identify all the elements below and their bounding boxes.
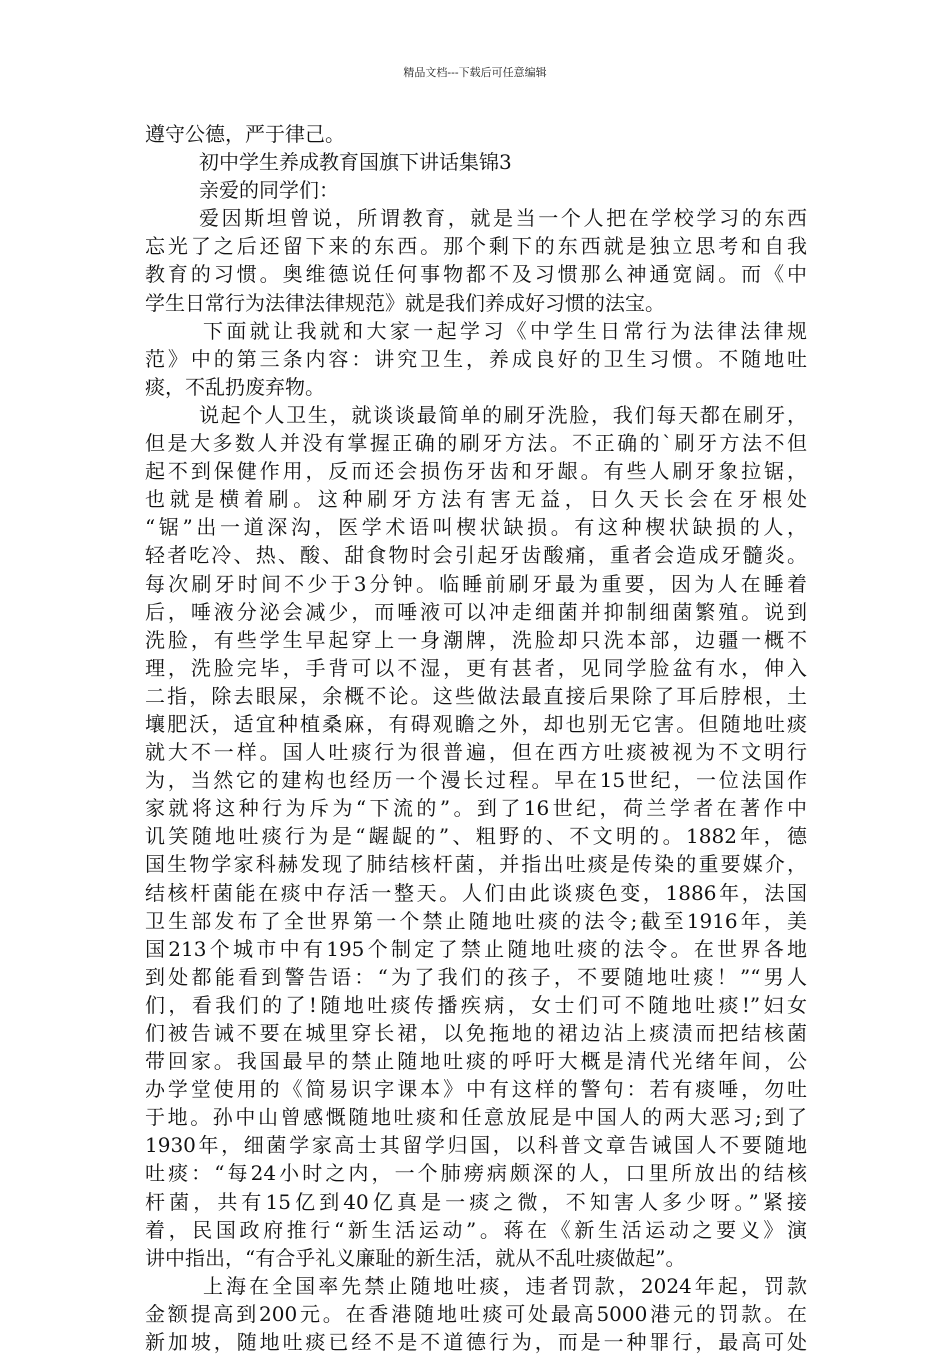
text-line: 带回家。我国最早的禁止随地吐痰的呼吁大概是清代光绪年间，公 [145,1049,807,1074]
text-line: 亲爱的同学们： [199,178,339,203]
text-line: 二指，除去眼屎，余概不论。这些做法最直接后果除了耳后脖根，土 [145,683,807,708]
text-line: 结核杆菌能在痰中存活一整天。人们由此谈痰色变，1886年，法国 [145,880,807,905]
text-line: 办学堂使用的《简易识字课本》中有这样的警句：若有痰唾，勿吐 [145,1077,807,1102]
text-line: 但是大多数人并没有掌握正确的刷牙方法。不正确的`刷牙方法不但 [145,431,807,456]
text-line: 洗脸，有些学生早起穿上一身潮牌，洗脸却只洗本部，边疆一概不 [145,627,807,652]
text-line: 金额提高到200元。在香港随地吐痰可处最高5000港元的罚款。在 [145,1301,807,1326]
text-line: 下面就让我就和大家一起学习《中学生日常行为法律法律规 [203,318,807,343]
text-line: 国213个城市中有195个制定了禁止随地吐痰的法令。在世界各地 [145,936,807,961]
text-line: 忘光了之后还留下来的东西。那个剩下的东西就是独立思考和自我 [145,234,807,259]
text-line: 教育的习惯。奥维德说任何事物都不及习惯那么神通宽阔。而《中 [145,262,807,287]
text-line: 卫生部发布了全世界第一个禁止随地吐痰的法令;截至1916年，美 [145,908,807,933]
text-line: 上海在全国率先禁止随地吐痰，违者罚款，2024年起，罚款 [203,1273,807,1298]
text-line: 壤肥沃，适宜种植桑麻，有碍观瞻之外，却也别无它害。但随地吐痰 [145,711,807,736]
text-line: 于地。孙中山曾感慨随地吐痰和任意放屁是中国人的两大恶习;到了 [145,1105,807,1130]
text-line: 每次刷牙时间不少于3分钟。临睡前刷牙最为重要，因为人在睡着 [145,571,807,596]
text-line: 起不到保健作用，反而还会损伤牙齿和牙龈。有些人刷牙象拉锯， [145,459,807,484]
text-line: 们被告诫不要在城里穿长裙，以免拖地的裙边沾上痰渍而把结核菌 [145,1021,807,1045]
text-line: 吐痰：“每24小时之内，一个肺痨病颇深的人，口里所放出的结核 [145,1161,807,1186]
text-line: 杆菌，共有15亿到40亿真是一痰之微，不知害人多少呀。”紧接 [145,1189,807,1214]
text-line: 到处都能看到警告语：“为了我们的孩子，不要随地吐痰！”“男人 [145,964,807,989]
text-line: 遵守公德，严于律己。 [145,122,345,146]
text-line: 讥笑随地吐痰行为是“龌龊的”、粗野的、不文明的。1882年，德 [145,824,807,849]
text-line: 们，看我们的了!随地吐痰传播疾病，女士们可不随地吐痰!”妇女 [145,992,807,1017]
text-line: 为，当然它的建构也经历一个漫长过程。早在15世纪，一位法国作 [145,768,807,793]
text-line: 理，洗脸完毕，手背可以不湿，更有甚者，见同学脸盆有水，伸入 [145,655,807,680]
text-line: 讲中指出，“有合乎礼义廉耻的新生活，就从不乱吐痰做起”。 [145,1245,686,1270]
document-body [145,120,807,1356]
page-header: 精品文档---下载后可任意编辑 [403,66,547,79]
text-line: 着，民国政府推行“新生活运动”。蒋在《新生活运动之要义》演 [145,1217,807,1242]
text-line: 学生日常行为法律法律规范》就是我们养成好习惯的法宝。 [145,290,665,315]
text-line: 轻者吃冷、热、酸、甜食物时会引起牙齿酸痛，重者会造成牙髓炎。 [145,543,807,568]
text-line: 也就是横着刷。这种刷牙方法有害无益，日久天长会在牙根处 [145,487,807,512]
text-line: 1930年，细菌学家高士其留学归国，以科普文章告诫国人不要随地 [145,1133,807,1158]
text-line: 家就将这种行为斥为“下流的”。到了16世纪，荷兰学者在著作中 [145,796,807,821]
text-line: 国生物学家科赫发现了肺结核杆菌，并指出吐痰是传染的重要媒介， [145,852,807,877]
text-line: 就大不一样。国人吐痰行为很普遍，但在西方吐痰被视为不文明行 [145,740,807,765]
text-line: 痰，不乱扔废弃物。 [145,374,325,399]
text-line: “锯”出一道深沟，医学术语叫楔状缺损。有这种楔状缺损的人， [145,515,807,540]
text-line: 说起个人卫生，就谈谈最简单的刷牙洗脸，我们每天都在刷牙， [199,402,807,427]
text-line: 范》中的第三条内容：讲究卫生，养成良好的卫生习惯。不随地吐 [145,346,807,371]
text-line: 后，唾液分泌会减少，而唾液可以冲走细菌并抑制细菌繁殖。说到 [145,599,807,624]
text-line: 新加坡，随地吐痰已经不是不道德行为，而是一种罪行，最高可处 [145,1330,807,1355]
text-line: 初中学生养成教育国旗下讲话集锦3 [199,150,512,175]
text-line: 爱因斯坦曾说，所谓教育，就是当一个人把在学校学习的东西 [199,206,807,231]
